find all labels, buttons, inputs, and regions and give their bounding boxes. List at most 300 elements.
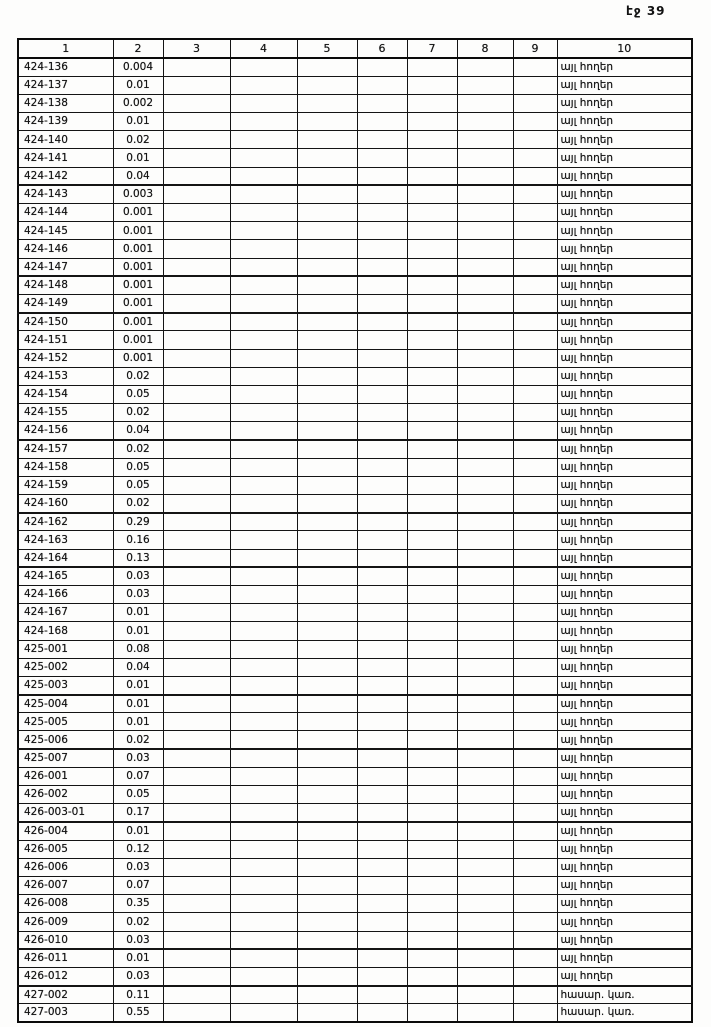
table-row bbox=[18, 149, 692, 167]
table-row bbox=[18, 131, 692, 149]
empty-cell bbox=[357, 94, 407, 112]
empty-cell bbox=[163, 458, 230, 476]
empty-cell bbox=[513, 804, 557, 822]
empty-cell bbox=[457, 349, 513, 367]
empty-cell bbox=[407, 967, 457, 985]
table-row bbox=[18, 895, 692, 913]
empty-cell bbox=[297, 313, 357, 331]
empty-cell bbox=[457, 986, 513, 1004]
empty-cell bbox=[357, 76, 407, 94]
note-cell: այլ հողեր bbox=[557, 204, 692, 222]
empty-cell bbox=[230, 331, 297, 349]
note-cell: այլ հողեր bbox=[557, 149, 692, 167]
empty-cell bbox=[230, 731, 297, 749]
empty-cell bbox=[407, 713, 457, 731]
empty-cell bbox=[407, 604, 457, 622]
empty-cell bbox=[513, 913, 557, 931]
note-cell: այլ հողեր bbox=[557, 531, 692, 549]
empty-cell bbox=[163, 331, 230, 349]
empty-cell bbox=[457, 967, 513, 985]
empty-cell bbox=[357, 986, 407, 1004]
empty-cell bbox=[407, 640, 457, 658]
code-cell: 424-165 bbox=[18, 567, 113, 585]
empty-cell bbox=[407, 113, 457, 131]
value-cell: 0.04 bbox=[113, 167, 163, 185]
empty-cell bbox=[513, 204, 557, 222]
value-cell: 0.02 bbox=[113, 731, 163, 749]
empty-cell bbox=[457, 695, 513, 713]
value-cell: 0.01 bbox=[113, 676, 163, 694]
note-cell: այլ հողեր bbox=[557, 749, 692, 767]
value-cell: 0.01 bbox=[113, 149, 163, 167]
code-cell: 425-002 bbox=[18, 658, 113, 676]
empty-cell bbox=[357, 822, 407, 840]
empty-cell bbox=[513, 986, 557, 1004]
value-cell: 0.03 bbox=[113, 931, 163, 949]
note-cell: այլ հողեր bbox=[557, 676, 692, 694]
empty-cell bbox=[513, 567, 557, 585]
code-cell: 424-139 bbox=[18, 113, 113, 131]
empty-cell bbox=[513, 713, 557, 731]
empty-cell bbox=[230, 549, 297, 567]
table-row bbox=[18, 640, 692, 658]
table-row bbox=[18, 349, 692, 367]
value-cell: 0.001 bbox=[113, 331, 163, 349]
empty-cell bbox=[163, 294, 230, 312]
table-row bbox=[18, 567, 692, 585]
column-header: 4 bbox=[230, 39, 297, 58]
table-row bbox=[18, 513, 692, 531]
note-cell: այլ հողեր bbox=[557, 113, 692, 131]
empty-cell bbox=[163, 94, 230, 112]
note-cell: այլ հողեր bbox=[557, 458, 692, 476]
table-row bbox=[18, 585, 692, 603]
empty-cell bbox=[513, 422, 557, 440]
empty-cell bbox=[357, 204, 407, 222]
empty-cell bbox=[163, 440, 230, 458]
empty-cell bbox=[357, 731, 407, 749]
value-cell: 0.02 bbox=[113, 440, 163, 458]
code-cell: 425-007 bbox=[18, 749, 113, 767]
empty-cell bbox=[230, 404, 297, 422]
empty-cell bbox=[163, 476, 230, 494]
empty-cell bbox=[163, 822, 230, 840]
empty-cell bbox=[513, 858, 557, 876]
value-cell: 0.01 bbox=[113, 949, 163, 967]
empty-cell bbox=[457, 931, 513, 949]
table-row bbox=[18, 258, 692, 276]
empty-cell bbox=[457, 222, 513, 240]
value-cell: 0.001 bbox=[113, 313, 163, 331]
empty-cell bbox=[297, 822, 357, 840]
empty-cell bbox=[407, 204, 457, 222]
code-cell: 426-010 bbox=[18, 931, 113, 949]
note-cell: այլ հողեր bbox=[557, 167, 692, 185]
table-row bbox=[18, 713, 692, 731]
empty-cell bbox=[163, 385, 230, 403]
empty-cell bbox=[163, 931, 230, 949]
empty-cell bbox=[457, 94, 513, 112]
empty-cell bbox=[230, 967, 297, 985]
empty-cell bbox=[357, 640, 407, 658]
table-row bbox=[18, 876, 692, 894]
empty-cell bbox=[357, 440, 407, 458]
note-cell: այլ հողեր bbox=[557, 367, 692, 385]
table-row bbox=[18, 695, 692, 713]
note-cell: այլ հողեր bbox=[557, 822, 692, 840]
empty-cell bbox=[407, 676, 457, 694]
code-cell: 426-002 bbox=[18, 786, 113, 804]
code-cell: 424-146 bbox=[18, 240, 113, 258]
empty-cell bbox=[163, 513, 230, 531]
table-row bbox=[18, 313, 692, 331]
value-cell: 0.01 bbox=[113, 695, 163, 713]
code-cell: 424-159 bbox=[18, 476, 113, 494]
value-cell: 0.05 bbox=[113, 458, 163, 476]
empty-cell bbox=[230, 695, 297, 713]
code-cell: 424-164 bbox=[18, 549, 113, 567]
empty-cell bbox=[230, 94, 297, 112]
empty-cell bbox=[163, 76, 230, 94]
value-cell: 0.05 bbox=[113, 476, 163, 494]
code-cell: 424-137 bbox=[18, 76, 113, 94]
table-header-row bbox=[18, 39, 692, 58]
table-row bbox=[18, 658, 692, 676]
empty-cell bbox=[407, 622, 457, 640]
code-cell: 426-006 bbox=[18, 858, 113, 876]
empty-cell bbox=[297, 422, 357, 440]
empty-cell bbox=[357, 858, 407, 876]
empty-cell bbox=[407, 895, 457, 913]
empty-cell bbox=[513, 440, 557, 458]
empty-cell bbox=[407, 476, 457, 494]
empty-cell bbox=[457, 585, 513, 603]
table-row bbox=[18, 440, 692, 458]
empty-cell bbox=[163, 313, 230, 331]
code-cell: 424-156 bbox=[18, 422, 113, 440]
empty-cell bbox=[297, 804, 357, 822]
empty-cell bbox=[457, 313, 513, 331]
empty-cell bbox=[407, 931, 457, 949]
value-cell: 0.05 bbox=[113, 385, 163, 403]
empty-cell bbox=[230, 658, 297, 676]
empty-cell bbox=[407, 531, 457, 549]
code-cell: 424-158 bbox=[18, 458, 113, 476]
empty-cell bbox=[163, 986, 230, 1004]
empty-cell bbox=[230, 1004, 297, 1022]
table-row bbox=[18, 622, 692, 640]
empty-cell bbox=[230, 258, 297, 276]
table-row bbox=[18, 185, 692, 203]
empty-cell bbox=[230, 840, 297, 858]
empty-cell bbox=[513, 331, 557, 349]
empty-cell bbox=[407, 404, 457, 422]
empty-cell bbox=[457, 567, 513, 585]
empty-cell bbox=[513, 1004, 557, 1022]
code-cell: 425-001 bbox=[18, 640, 113, 658]
empty-cell bbox=[407, 385, 457, 403]
empty-cell bbox=[457, 949, 513, 967]
code-cell: 424-141 bbox=[18, 149, 113, 167]
empty-cell bbox=[407, 276, 457, 294]
value-cell: 0.01 bbox=[113, 604, 163, 622]
empty-cell bbox=[357, 476, 407, 494]
empty-cell bbox=[357, 149, 407, 167]
empty-cell bbox=[230, 913, 297, 931]
value-cell: 0.04 bbox=[113, 422, 163, 440]
empty-cell bbox=[407, 658, 457, 676]
code-cell: 426-009 bbox=[18, 913, 113, 931]
empty-cell bbox=[457, 440, 513, 458]
empty-cell bbox=[407, 858, 457, 876]
empty-cell bbox=[457, 640, 513, 658]
empty-cell bbox=[230, 476, 297, 494]
empty-cell bbox=[163, 895, 230, 913]
empty-cell bbox=[297, 585, 357, 603]
column-header: 2 bbox=[113, 39, 163, 58]
empty-cell bbox=[163, 858, 230, 876]
table-row bbox=[18, 676, 692, 694]
table-row bbox=[18, 222, 692, 240]
empty-cell bbox=[297, 385, 357, 403]
empty-cell bbox=[513, 604, 557, 622]
empty-cell bbox=[357, 422, 407, 440]
empty-cell bbox=[297, 840, 357, 858]
table-row bbox=[18, 76, 692, 94]
code-cell: 425-006 bbox=[18, 731, 113, 749]
empty-cell bbox=[457, 840, 513, 858]
value-cell: 0.02 bbox=[113, 367, 163, 385]
table-row bbox=[18, 822, 692, 840]
empty-cell bbox=[163, 767, 230, 785]
empty-cell bbox=[513, 513, 557, 531]
empty-cell bbox=[513, 876, 557, 894]
empty-cell bbox=[230, 986, 297, 1004]
empty-cell bbox=[230, 804, 297, 822]
value-cell: 0.05 bbox=[113, 786, 163, 804]
empty-cell bbox=[513, 476, 557, 494]
empty-cell bbox=[407, 131, 457, 149]
empty-cell bbox=[163, 913, 230, 931]
empty-cell bbox=[297, 604, 357, 622]
empty-cell bbox=[163, 58, 230, 76]
value-cell: 0.001 bbox=[113, 294, 163, 312]
empty-cell bbox=[457, 422, 513, 440]
empty-cell bbox=[357, 167, 407, 185]
value-cell: 0.001 bbox=[113, 240, 163, 258]
empty-cell bbox=[457, 604, 513, 622]
empty-cell bbox=[297, 967, 357, 985]
empty-cell bbox=[230, 167, 297, 185]
empty-cell bbox=[513, 695, 557, 713]
code-cell: 426-008 bbox=[18, 895, 113, 913]
table-row bbox=[18, 931, 692, 949]
note-cell: այլ հողեր bbox=[557, 585, 692, 603]
empty-cell bbox=[163, 804, 230, 822]
code-cell: 426-001 bbox=[18, 767, 113, 785]
table-row bbox=[18, 949, 692, 967]
empty-cell bbox=[297, 931, 357, 949]
table-row bbox=[18, 204, 692, 222]
note-cell: այլ հողեր bbox=[557, 422, 692, 440]
empty-cell bbox=[513, 749, 557, 767]
note-cell: այլ հողեր bbox=[557, 876, 692, 894]
empty-cell bbox=[163, 367, 230, 385]
empty-cell bbox=[297, 1004, 357, 1022]
column-header: 10 bbox=[557, 39, 692, 58]
value-cell: 0.08 bbox=[113, 640, 163, 658]
table-row bbox=[18, 294, 692, 312]
code-cell: 426-007 bbox=[18, 876, 113, 894]
empty-cell bbox=[297, 622, 357, 640]
empty-cell bbox=[230, 531, 297, 549]
empty-cell bbox=[407, 331, 457, 349]
empty-cell bbox=[230, 895, 297, 913]
empty-cell bbox=[357, 804, 407, 822]
empty-cell bbox=[457, 713, 513, 731]
empty-cell bbox=[513, 149, 557, 167]
table-row bbox=[18, 549, 692, 567]
table-row bbox=[18, 94, 692, 112]
empty-cell bbox=[513, 640, 557, 658]
table-row bbox=[18, 367, 692, 385]
empty-cell bbox=[297, 349, 357, 367]
code-cell: 426-012 bbox=[18, 967, 113, 985]
empty-cell bbox=[230, 458, 297, 476]
empty-cell bbox=[457, 367, 513, 385]
empty-cell bbox=[163, 276, 230, 294]
empty-cell bbox=[163, 585, 230, 603]
empty-cell bbox=[230, 204, 297, 222]
value-cell: 0.001 bbox=[113, 258, 163, 276]
value-cell: 0.29 bbox=[113, 513, 163, 531]
table-row bbox=[18, 240, 692, 258]
empty-cell bbox=[513, 276, 557, 294]
value-cell: 0.03 bbox=[113, 967, 163, 985]
code-cell: 424-155 bbox=[18, 404, 113, 422]
empty-cell bbox=[230, 313, 297, 331]
empty-cell bbox=[513, 385, 557, 403]
empty-cell bbox=[457, 404, 513, 422]
empty-cell bbox=[163, 204, 230, 222]
note-cell: այլ հողեր bbox=[557, 349, 692, 367]
table-row bbox=[18, 458, 692, 476]
empty-cell bbox=[407, 222, 457, 240]
empty-cell bbox=[230, 240, 297, 258]
empty-cell bbox=[513, 294, 557, 312]
note-cell: այլ հողեր bbox=[557, 58, 692, 76]
empty-cell bbox=[513, 622, 557, 640]
empty-cell bbox=[513, 94, 557, 112]
empty-cell bbox=[230, 822, 297, 840]
note-cell: այլ հողեր bbox=[557, 294, 692, 312]
value-cell: 0.001 bbox=[113, 276, 163, 294]
empty-cell bbox=[407, 822, 457, 840]
table-row bbox=[18, 58, 692, 76]
note-cell: այլ հողեր bbox=[557, 549, 692, 567]
note-cell: այլ հողեր bbox=[557, 476, 692, 494]
empty-cell bbox=[297, 513, 357, 531]
empty-cell bbox=[513, 222, 557, 240]
empty-cell bbox=[357, 695, 407, 713]
note-cell: այլ հողեր bbox=[557, 967, 692, 985]
code-cell: 426-003-01 bbox=[18, 804, 113, 822]
empty-cell bbox=[230, 440, 297, 458]
table-row bbox=[18, 749, 692, 767]
empty-cell bbox=[163, 131, 230, 149]
empty-cell bbox=[230, 567, 297, 585]
code-cell: 424-136 bbox=[18, 58, 113, 76]
note-cell: այլ հողեր bbox=[557, 622, 692, 640]
empty-cell bbox=[163, 567, 230, 585]
empty-cell bbox=[163, 749, 230, 767]
empty-cell bbox=[457, 476, 513, 494]
column-header: 9 bbox=[513, 39, 557, 58]
empty-cell bbox=[163, 1004, 230, 1022]
note-cell: այլ հողեր bbox=[557, 713, 692, 731]
code-cell: 424-154 bbox=[18, 385, 113, 403]
code-cell: 424-142 bbox=[18, 167, 113, 185]
empty-cell bbox=[513, 258, 557, 276]
empty-cell bbox=[230, 58, 297, 76]
empty-cell bbox=[513, 76, 557, 94]
empty-cell bbox=[230, 931, 297, 949]
value-cell: 0.004 bbox=[113, 58, 163, 76]
empty-cell bbox=[457, 240, 513, 258]
table-row bbox=[18, 858, 692, 876]
empty-cell bbox=[163, 840, 230, 858]
empty-cell bbox=[407, 185, 457, 203]
empty-cell bbox=[297, 749, 357, 767]
empty-cell bbox=[357, 840, 407, 858]
table-row bbox=[18, 767, 692, 785]
note-cell: այլ հողեր bbox=[557, 331, 692, 349]
code-cell: 424-166 bbox=[18, 585, 113, 603]
empty-cell bbox=[230, 367, 297, 385]
empty-cell bbox=[407, 167, 457, 185]
value-cell: 0.17 bbox=[113, 804, 163, 822]
code-cell: 424-168 bbox=[18, 622, 113, 640]
empty-cell bbox=[230, 949, 297, 967]
value-cell: 0.001 bbox=[113, 222, 163, 240]
value-cell: 0.01 bbox=[113, 822, 163, 840]
empty-cell bbox=[163, 876, 230, 894]
empty-cell bbox=[407, 585, 457, 603]
empty-cell bbox=[297, 76, 357, 94]
empty-cell bbox=[230, 767, 297, 785]
code-cell: 424-147 bbox=[18, 258, 113, 276]
value-cell: 0.04 bbox=[113, 658, 163, 676]
empty-cell bbox=[357, 276, 407, 294]
code-cell: 424-144 bbox=[18, 204, 113, 222]
empty-cell bbox=[357, 385, 407, 403]
note-cell: այլ հողեր bbox=[557, 949, 692, 967]
table-row bbox=[18, 422, 692, 440]
empty-cell bbox=[297, 876, 357, 894]
empty-cell bbox=[297, 640, 357, 658]
note-cell: այլ հողեր bbox=[557, 767, 692, 785]
empty-cell bbox=[457, 876, 513, 894]
empty-cell bbox=[513, 404, 557, 422]
empty-cell bbox=[407, 240, 457, 258]
empty-cell bbox=[297, 676, 357, 694]
empty-cell bbox=[357, 876, 407, 894]
empty-cell bbox=[457, 76, 513, 94]
empty-cell bbox=[457, 113, 513, 131]
empty-cell bbox=[457, 731, 513, 749]
empty-cell bbox=[513, 585, 557, 603]
empty-cell bbox=[513, 531, 557, 549]
